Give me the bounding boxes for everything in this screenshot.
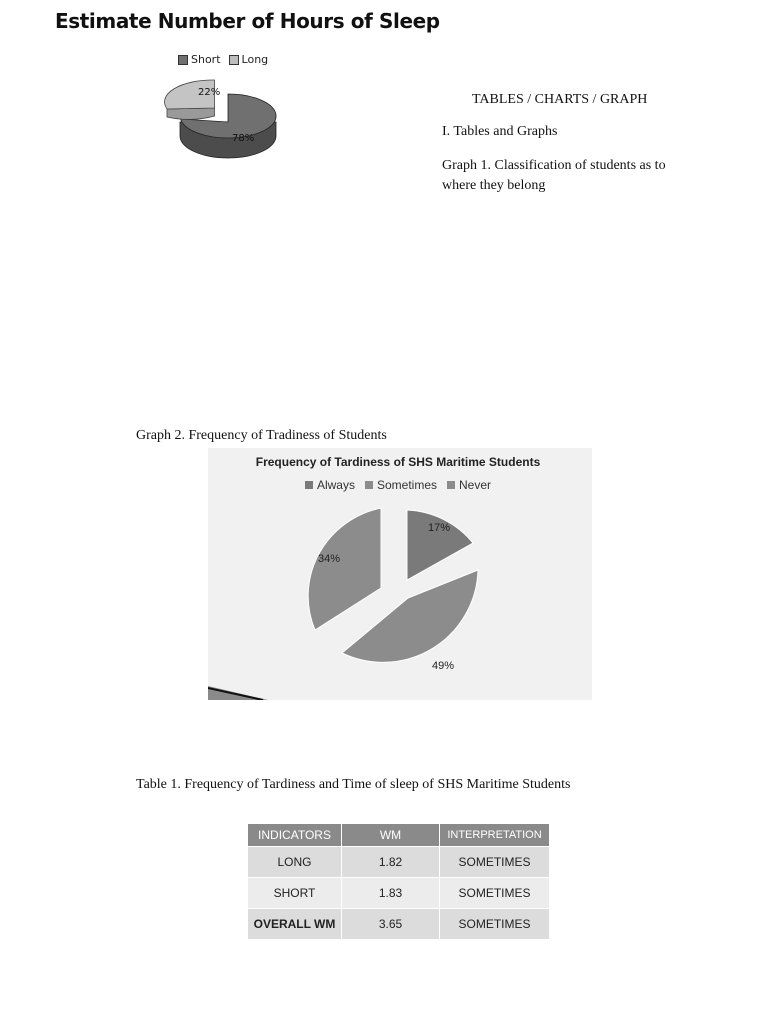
legend-swatch-short xyxy=(178,55,188,65)
graph2-caption: Graph 2. Frequency of Tradiness of Students xyxy=(136,428,387,443)
graph1-caption: Graph 1. Classification of students as to where they belong xyxy=(442,158,666,193)
chart2-panel xyxy=(208,448,592,700)
header-interpretation: INTERPRETATION xyxy=(440,824,550,847)
cell-indicator: SHORT xyxy=(248,878,342,909)
data-label-always: 17% xyxy=(428,522,451,534)
data-label-never: 34% xyxy=(318,553,341,565)
cell-interpretation: SOMETIMES xyxy=(440,909,550,940)
table-row xyxy=(248,878,550,909)
cell-indicator: OVERALL WM xyxy=(248,909,342,940)
legend-item-short xyxy=(178,53,221,66)
table-header-row xyxy=(248,824,550,847)
legend-item-long xyxy=(229,53,269,66)
chart1-title: Estimate Number of Hours of Sleep xyxy=(55,9,440,33)
table-row xyxy=(248,847,550,878)
chart1-legend xyxy=(178,53,268,66)
pie-slice-always xyxy=(407,510,473,580)
legend-swatch-long xyxy=(229,55,239,65)
header-indicators: INDICATORS xyxy=(248,824,342,847)
legend-label-never: Never xyxy=(459,478,492,492)
cell-wm: 1.82 xyxy=(342,847,440,878)
indicators-table xyxy=(247,823,550,940)
chart2-pie xyxy=(208,448,592,700)
chart2-title: Frequency of Tardiness of SHS Maritime Students xyxy=(255,455,541,469)
panel-corner-artifact xyxy=(208,686,268,700)
cell-interpretation: SOMETIMES xyxy=(440,847,550,878)
data-label-long: 22% xyxy=(198,87,221,98)
chart1-pie xyxy=(150,72,300,167)
legend-label-long: Long xyxy=(241,53,269,66)
cell-wm: 1.83 xyxy=(342,878,440,909)
cell-wm: 3.65 xyxy=(342,909,440,940)
data-label-short: 78% xyxy=(232,133,255,144)
subsection-heading: I. Tables and Graphs xyxy=(442,124,558,139)
legend-label-short: Short xyxy=(191,53,221,66)
section-heading: TABLES / CHARTS / GRAPH xyxy=(472,92,648,107)
table-row xyxy=(248,909,550,940)
table1-caption: Table 1. Frequency of Tardiness and Time of sleep of SHS Maritime Students xyxy=(136,777,571,792)
pie-slice-never xyxy=(308,508,381,630)
legend-label-sometimes: Sometimes xyxy=(376,478,438,492)
data-label-sometimes: 49% xyxy=(432,660,455,672)
cell-indicator: LONG xyxy=(248,847,342,878)
header-wm: WM xyxy=(342,824,440,847)
pie-slice-long xyxy=(164,80,214,119)
legend-label-always: Always xyxy=(316,478,355,492)
cell-interpretation: SOMETIMES xyxy=(440,878,550,909)
